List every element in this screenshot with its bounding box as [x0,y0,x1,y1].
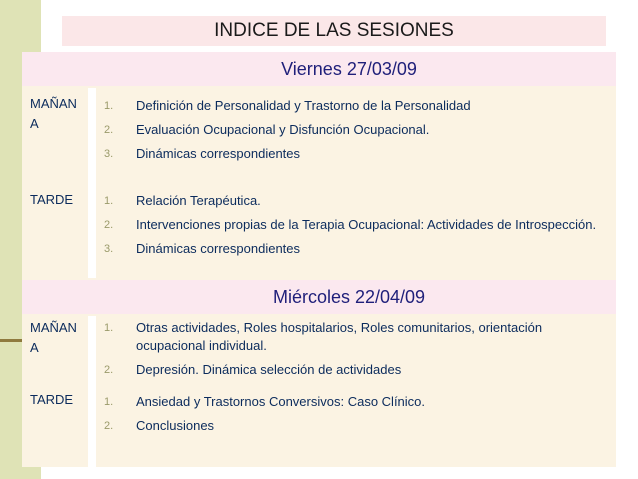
list-item [104,417,604,435]
item-list-miercoles-manana [104,319,604,385]
list-item [104,216,604,234]
row-label-manana: MAÑAN A [30,96,77,131]
list-item [104,97,604,115]
item-number: 3. [104,148,114,160]
item-number: 1. [104,322,114,334]
slide-title: INDICE DE LAS SESIONES [62,16,606,46]
item-text: Otras actividades, Roles hospitalarios, Roles comunitarios, orientación ocupacional individual. [136,320,543,353]
row-label-tarde: TARDE [30,392,74,407]
item-number: 1. [104,100,114,112]
list-item [104,121,604,139]
item-number: 1. [104,195,114,207]
item-text: Dinámicas correspondientes [136,146,301,161]
item-list-viernes-tarde [104,192,604,264]
item-number: 2. [104,420,114,432]
item-number: 2. [104,124,114,136]
item-number: 3. [104,243,114,255]
item-list-miercoles-tarde [104,393,604,441]
item-text: Intervenciones propias de la Terapia Ocupacional: Actividades de Introspección. [136,217,597,232]
row-label-tarde: TARDE [30,192,74,207]
item-number: 2. [104,219,114,231]
list-item [104,393,604,411]
list-item [104,240,604,258]
item-text: Conclusiones [136,418,215,433]
list-item [104,319,604,355]
sessions-table [22,52,616,467]
item-number: 2. [104,364,114,376]
item-number: 1. [104,396,114,408]
day-header-viernes: Viernes 27/03/09 [22,52,616,86]
item-text: Dinámicas correspondientes [136,241,301,256]
row-label-manana: MAÑAN A [30,320,77,355]
item-list-viernes-manana [104,97,604,169]
item-text: Depresión. Dinámica selección de actividades [136,362,402,377]
item-text: Ansiedad y Trastornos Conversivos: Caso Clínico. [136,394,426,409]
list-item [104,192,604,210]
list-item [104,145,604,163]
day-header-miercoles: Miércoles 22/04/09 [22,280,616,314]
list-item [104,361,604,379]
item-text: Evaluación Ocupacional y Disfunción Ocupacional. [136,122,430,137]
item-text: Relación Terapéutica. [136,193,261,208]
item-text: Definición de Personalidad y Trastorno de la Personalidad [136,98,471,113]
